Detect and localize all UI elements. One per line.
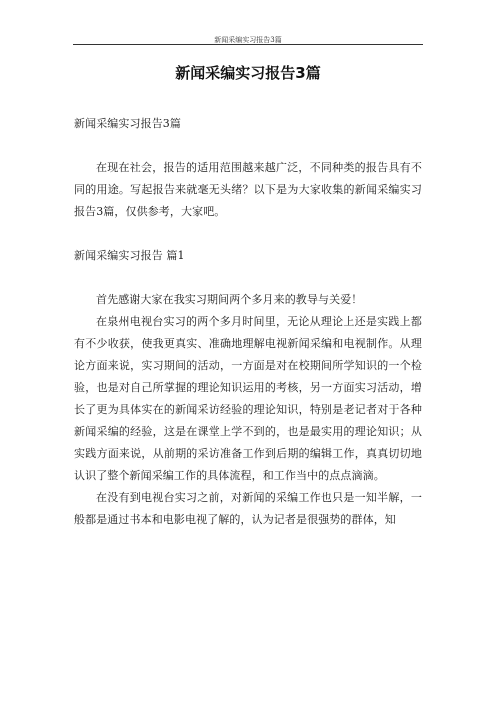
body-paragraph: 在泉州电视台实习的两个多月时间里，无论从理论上还是实践上都有不少收获，使我更真实、准确地理解电视新闻采编和电视制作。从理论方面来说，实习期间的活动，一方面是对在校期间所学知识的一个检验，也是对自己所掌握的理论知识运用的考核，另一方面实习活动，增长了更为具体实在的新闻采访经验的理论知识，特别是老记者对于各种新闻采编的经验，这是在课堂上学不到的，也是最实用的理论知识；从实践方面来说，从前期的采访准备工作到后期的编辑工作，真真切切地认识了整个新闻采编工作的具体流程，和工作当中的点点滴滴。 <box>74 315 422 482</box>
document-title: 新闻采编实习报告3篇 <box>175 64 321 82</box>
paragraph-spacer <box>74 267 422 289</box>
paragraph-spacer <box>74 135 422 157</box>
page-header <box>73 0 423 45</box>
body-paragraph: 首先感谢大家在我实习期间两个多月来的教导与关爱！ <box>96 293 363 306</box>
body-paragraph: 在没有到电视台实习之前，对新闻的采编工作也只是一知半解，一般都是通过书本和电影电视了解的，认为记者是很强势的群体，知 <box>74 491 422 526</box>
paragraph-spacer <box>74 223 422 245</box>
running-header-title: 新闻采编实习报告3篇 <box>214 36 282 44</box>
intro-paragraph: 在现在社会，报告的适用范围越来越广泛，不同种类的报告具有不同的用途。写起报告来就毫无头绪？以下是为大家收集的新闻采编实习报告3篇，仅供参考，大家吧。 <box>74 161 422 218</box>
section-heading: 新闻采编实习报告 篇1 <box>74 249 185 262</box>
document-subtitle: 新闻采编实习报告3篇 <box>74 117 181 130</box>
document-body <box>74 113 422 531</box>
